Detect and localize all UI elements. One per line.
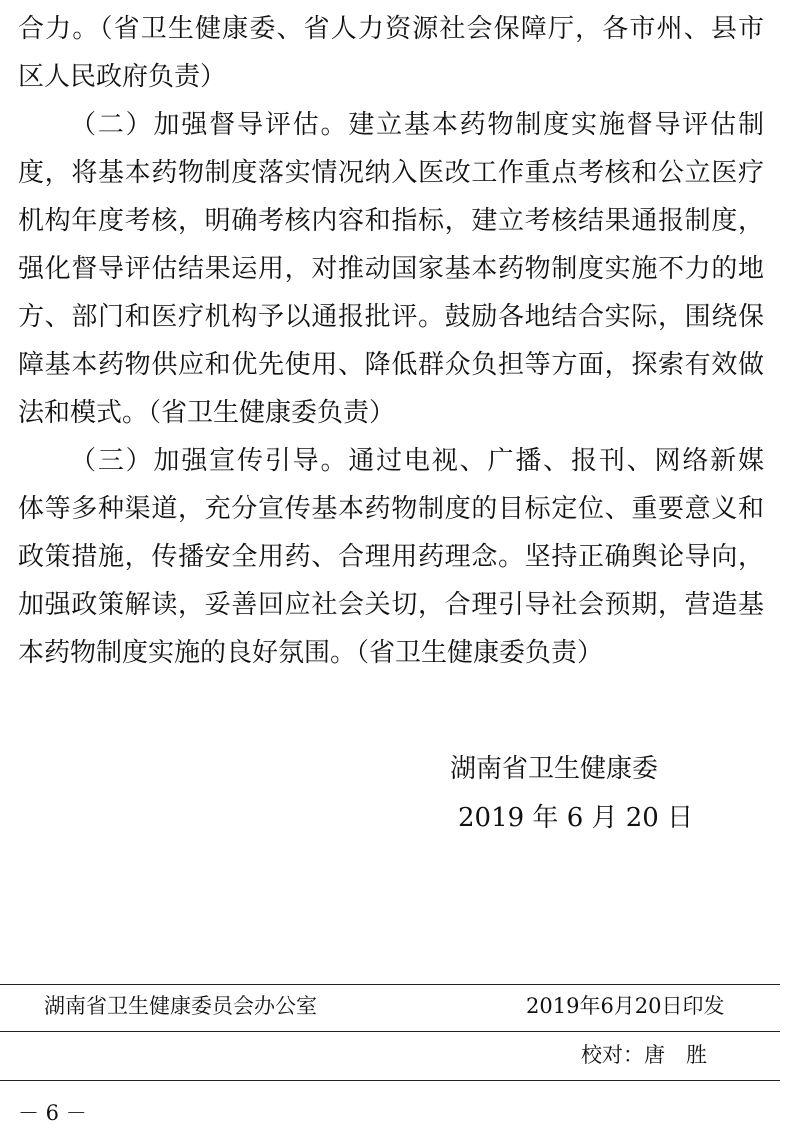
footer-proofreader: 校对：唐 胜 xyxy=(581,1043,707,1067)
paragraph-heading-line: （二）加强督导评估。建立基本药物制度实施督导评估制 xyxy=(70,110,764,140)
footer-office: 湖南省卫生健康委员会办公室 xyxy=(44,994,317,1018)
paragraph-line: 法和模式。（省卫生健康委负责） xyxy=(18,398,396,428)
paragraph-line: 机构年度考核，明确考核内容和指标，建立考核结果通报制度， xyxy=(18,206,764,236)
paragraph-heading-line: （三）加强宣传引导。通过电视、广播、报刊、网络新媒 xyxy=(70,446,764,476)
paragraph-line: 强化督导评估结果运用，对推动国家基本药物制度实施不力的地 xyxy=(18,254,764,284)
paragraph-line: 政策措施，传播安全用药、合理用药理念。坚持正确舆论导向， xyxy=(18,542,764,572)
paragraph-line: 区人民政府负责） xyxy=(18,62,227,92)
paragraph-line: 度，将基本药物制度落实情况纳入医改工作重点考核和公立医疗 xyxy=(18,158,764,188)
paragraph-line: 方、部门和医疗机构予以通报批评。鼓励各地结合实际，围绕保 xyxy=(18,302,764,332)
paragraph-line: 体等多种渠道，充分宣传基本药物制度的目标定位、重要意义和 xyxy=(18,494,764,524)
paragraph-line: 合力。（省卫生健康委、省人力资源社会保障厅，各市州、县市 xyxy=(18,14,764,44)
paragraph-line: 加强政策解读，妥善回应社会关切，合理引导社会预期，营造基 xyxy=(18,590,764,620)
paragraph-line: 本药物制度实施的良好氛围。（省卫生健康委负责） xyxy=(18,638,604,668)
footer-top-rule xyxy=(0,984,780,985)
page-number: － 6 － xyxy=(18,1101,87,1125)
footer-print-date: 2019年6月20日印发 xyxy=(526,994,725,1018)
footer-middle-rule xyxy=(0,1031,780,1032)
signature-date: 2019 年 6 月 20 日 xyxy=(458,803,694,833)
paragraph-line: 障基本药物供应和优先使用、降低群众负担等方面，探索有效做 xyxy=(18,350,764,380)
footer-bottom-rule xyxy=(0,1080,780,1081)
signature-org: 湖南省卫生健康委 xyxy=(450,754,659,784)
